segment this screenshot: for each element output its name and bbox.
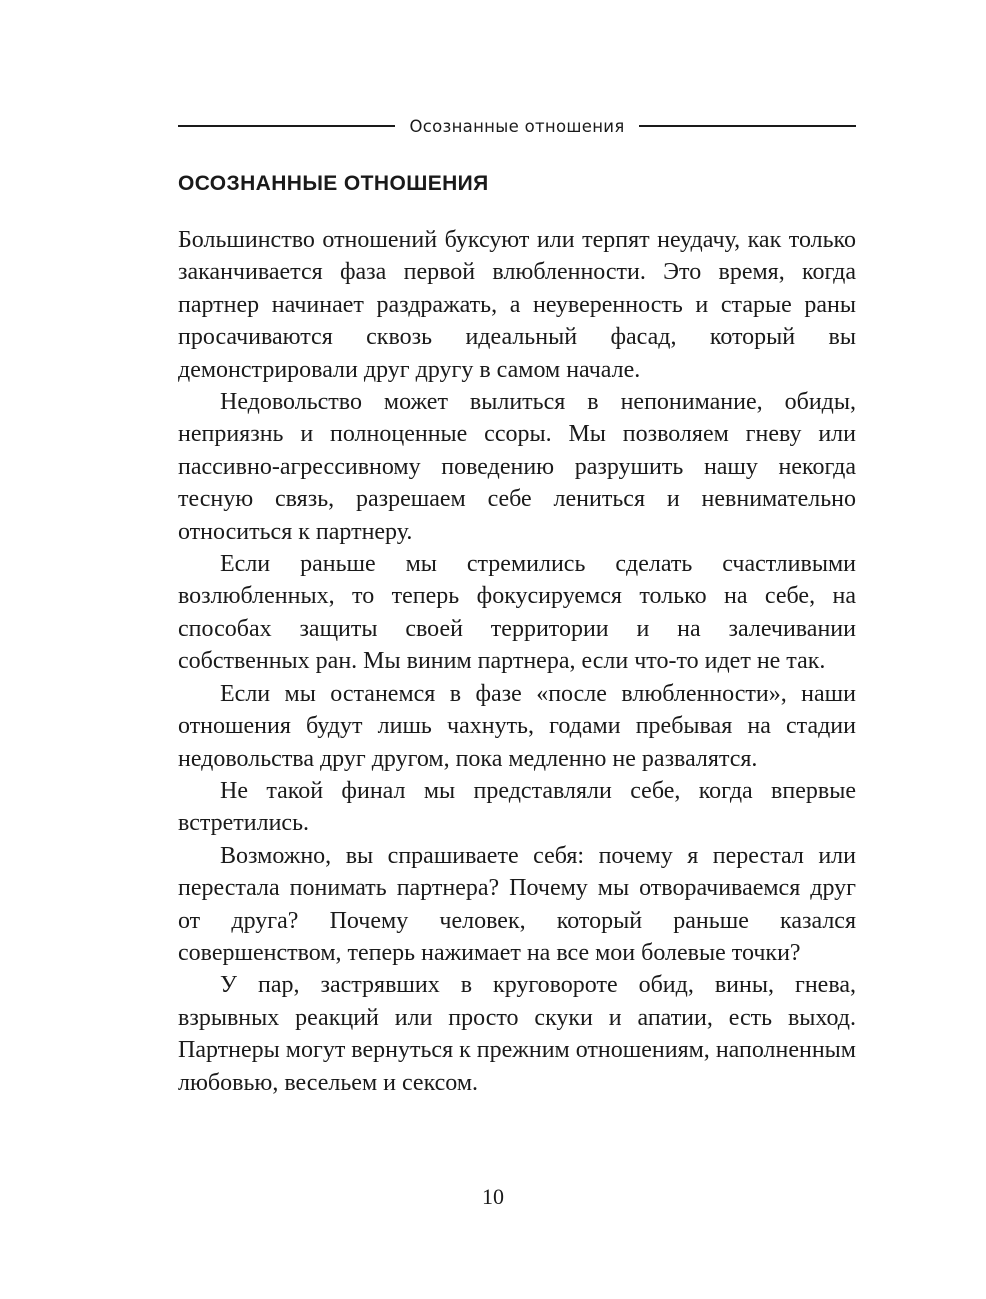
body-text [178,224,856,1099]
paragraph-3: Если раньше мы стремились сделать счастливыми возлюбленных, то теперь фокусируемся только на себе, на способах защиты своей территории и на залечивании собственных ран. Мы виним партнера, если что-то идет не так. [178,551,856,675]
running-header [178,114,856,138]
page-number: 10 [482,1184,504,1209]
running-header-title: Осознанные отношения [409,116,625,136]
header-rule-right [639,125,856,127]
header-rule-left [178,125,395,127]
paragraph-5: Не такой финал мы представляли себе, когда впервые встретились. [178,777,856,837]
paragraph-7: У пар, застрявших в круговороте обид, вины, гнева, взрывных реакций или просто скуки и апатии, есть выход. Партнеры могут вернуться к прежним отношениям, наполненным любовью, весельем и сексом. [178,972,856,1096]
paragraph-1: Большинство отношений буксуют или терпят неудачу, как только заканчивается фаза первой влюбленности. Это время, когда партнер начинает раздражать, а неуверенность и старые раны просачиваются сквозь идеальный фасад, который вы демонстрировали друг другу в самом начале. [178,227,856,383]
paragraph-2: Недовольство может вылиться в непонимание, обиды, неприязнь и полноценные ссоры. Мы позволяем гневу или пассивно-агрессивному поведению разрушить нашу некогда тесную связь, разрешаем себе лениться и невнимательно относиться к партнеру. [178,389,856,545]
paragraph-6: Возможно, вы спрашиваете себя: почему я перестал или перестала понимать партнера? Почему мы отворачиваемся друг от друга? Почему человек, который раньше казался совершенством, теперь нажимает на все мои болевые точки? [178,842,856,966]
paragraph-4: Если мы останемся в фазе «после влюбленности», наши отношения будут лишь чахнуть, годами пребывая на стадии недовольства друг другом, пока медленно не развалятся. [178,680,856,772]
chapter-heading: ОСОЗНАННЫЕ ОТНОШЕНИЯ [178,172,489,195]
